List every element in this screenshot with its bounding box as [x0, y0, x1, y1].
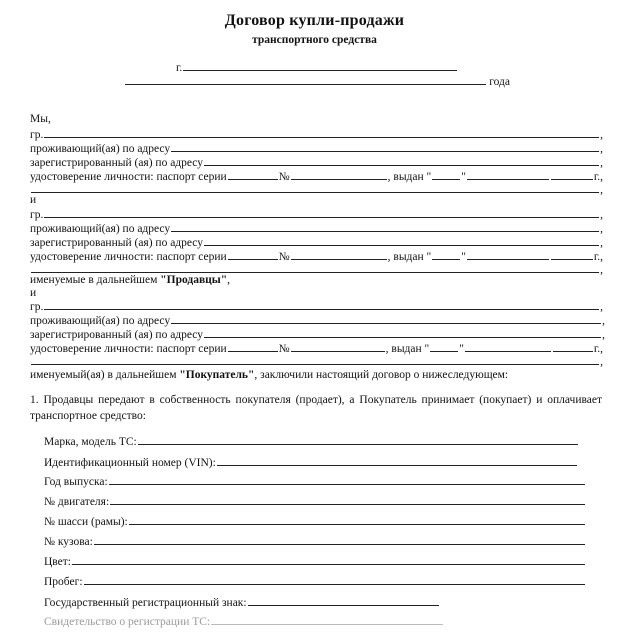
seller1-registered-field[interactable]	[204, 155, 599, 166]
seller1-issuer-field[interactable]	[31, 182, 599, 193]
date-line	[124, 74, 510, 89]
vehicle-make-model-line: Марка, модель ТС:	[44, 434, 579, 449]
seller1-issue-year[interactable]	[551, 169, 593, 180]
seller1-issuer-line: ,	[30, 182, 603, 197]
document-subtitle: транспортного средства	[252, 34, 377, 46]
seller2-name-field[interactable]	[44, 207, 599, 218]
seller2-address-line: проживающий(ая) по адресу ,	[30, 223, 603, 235]
vehicle-body-line: № кузова:	[44, 534, 586, 549]
seller1-name-field[interactable]	[44, 127, 599, 138]
buyer-name-field[interactable]	[44, 299, 599, 310]
vehicle-color-line: Цвет:	[44, 554, 586, 569]
seller2-registered-field[interactable]	[204, 235, 599, 246]
we-label: Мы,	[30, 113, 51, 125]
buyer-designation: именуемый(ая) в дальнейшем "Покупатель" , заключили настоящий договор о нижеследующем:	[30, 369, 509, 381]
seller2-issue-year[interactable]	[551, 249, 593, 260]
seller1-issue-month[interactable]	[467, 169, 549, 180]
buyer-issue-day[interactable]	[430, 341, 458, 352]
vehicle-vin-field[interactable]	[217, 455, 577, 466]
buyer-name-line: гр. ,	[30, 301, 603, 313]
vehicle-chassis-line: № шасси (рамы):	[44, 514, 586, 529]
sellers-designation: именуемые в дальнейшем "Продавцы" ,	[30, 274, 231, 286]
seller2-registered-line: зарегистрированный (ая) по адресу ,	[30, 237, 603, 249]
city-prefix: г.	[176, 62, 183, 74]
vehicle-year-field[interactable]	[109, 474, 585, 485]
city-field[interactable]	[183, 60, 457, 71]
seller1-passport-line: удостоверение личности: паспорт серии № , выдан " " г.,	[30, 171, 603, 183]
seller2-issuer-line: ,	[30, 262, 603, 277]
vehicle-mileage-field[interactable]	[84, 574, 585, 585]
vehicle-color-field[interactable]	[72, 554, 585, 565]
vehicle-mileage-line: Пробег:	[44, 574, 586, 589]
vehicle-chassis-field[interactable]	[129, 514, 585, 525]
and-label-2: и	[30, 287, 37, 299]
vehicle-engine-field[interactable]	[110, 494, 585, 505]
date-field[interactable]	[125, 74, 486, 85]
vehicle-body-field[interactable]	[94, 534, 585, 545]
buyer-name: "Покупатель"	[179, 369, 255, 381]
buyer-issuer-line: ,	[30, 354, 603, 369]
seller1-registered-line: зарегистрированный (ая) по адресу ,	[30, 157, 603, 169]
seller1-name-line: гр. ,	[30, 129, 603, 141]
seller2-passport-number[interactable]	[291, 249, 387, 260]
buyer-registered-field[interactable]	[204, 327, 601, 338]
city-line	[176, 60, 458, 75]
seller1-passport-number[interactable]	[291, 169, 387, 180]
buyer-issuer-field[interactable]	[31, 354, 599, 365]
and-label-1: и	[30, 194, 37, 206]
vehicle-year-line: Год выпуска:	[44, 474, 586, 489]
seller2-passport-series[interactable]	[228, 249, 278, 260]
vehicle-engine-line: № двигателя:	[44, 494, 586, 509]
buyer-passport-series[interactable]	[228, 341, 278, 352]
seller2-issuer-field[interactable]	[31, 262, 599, 273]
buyer-registered-line: зарегистрированный (ая) по адресу ,	[30, 329, 605, 341]
clause-1-text: 1. Продавцы передают в собственность покупателя (продает), а Покупатель принимает (покупает) и оплачивает транспортное средство:	[30, 394, 602, 422]
document-title: Договор купли-продажи	[224, 12, 405, 29]
buyer-issue-month[interactable]	[465, 341, 551, 352]
vehicle-registration-line: Свидетельство о регистрации ТС:	[44, 614, 444, 629]
seller2-passport-line: удостоверение личности: паспорт серии № , выдан " " г.,	[30, 251, 603, 263]
seller1-issue-day[interactable]	[432, 169, 460, 180]
vehicle-vin-line: Идентификационный номер (VIN):	[44, 455, 578, 470]
buyer-address-line: проживающий(ая) по адресу ,	[30, 315, 605, 327]
buyer-passport-line: удостоверение личности: паспорт серии № , выдан " " г.,	[30, 343, 603, 355]
vehicle-make-model-field[interactable]	[138, 434, 578, 445]
seller1-address-line: проживающий(ая) по адресу ,	[30, 143, 603, 155]
seller2-issue-day[interactable]	[432, 249, 460, 260]
seller1-address-field[interactable]	[171, 141, 599, 152]
vehicle-plate-line: Государственный регистрационный знак:	[44, 595, 440, 610]
seller2-address-field[interactable]	[171, 221, 599, 232]
buyer-issue-year[interactable]	[553, 341, 593, 352]
seller2-issue-month[interactable]	[467, 249, 549, 260]
buyer-passport-number[interactable]	[291, 341, 385, 352]
vehicle-registration-field[interactable]	[211, 614, 443, 625]
year-suffix: года	[489, 76, 510, 88]
seller2-name-line: гр. ,	[30, 209, 603, 221]
seller1-passport-series[interactable]	[228, 169, 278, 180]
vehicle-plate-field[interactable]	[248, 595, 439, 606]
buyer-address-field[interactable]	[171, 313, 601, 324]
sellers-name: "Продавцы"	[160, 274, 228, 286]
